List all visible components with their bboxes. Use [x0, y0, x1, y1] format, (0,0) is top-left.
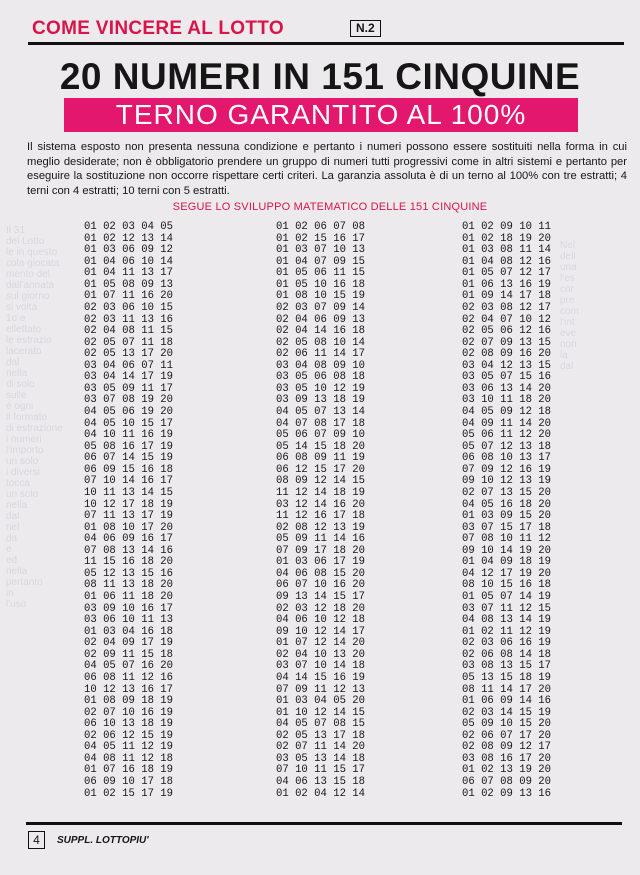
cinquina-row: 01 08 09 18 19: [84, 695, 174, 708]
footer-rule: [26, 822, 622, 825]
cinquina-row: 01 07 11 16 20: [84, 290, 174, 303]
cinquina-row: 03 05 07 15 16: [462, 371, 552, 384]
cinquina-row: 04 05 07 13 14: [276, 406, 366, 418]
cinquina-row: 01 04 06 10 14: [84, 255, 174, 268]
cinquina-row: 02 08 09 12 17: [462, 741, 552, 754]
cinquina-row: 02 07 13 15 20: [462, 486, 552, 499]
cinquina-row: 04 09 11 14 20: [462, 417, 552, 430]
cinquina-row: 04 06 10 12 18: [276, 614, 366, 627]
cinquina-row: 04 05 10 15 17: [84, 417, 174, 430]
cinquina-row: 02 05 07 11 18: [84, 336, 174, 349]
cinquina-row: 01 06 11 18 20: [84, 591, 174, 603]
cinquina-row: 06 09 10 17 18: [84, 776, 174, 788]
cinquina-row: 03 10 11 18 20: [462, 394, 552, 407]
cinquine-column-1: [84, 222, 173, 800]
cinquina-row: 04 10 11 16 19: [84, 429, 174, 442]
cinquina-row: 01 08 10 15 19: [276, 290, 366, 303]
bleed-through-left: Il 31 del Lotto le in questo cola giocata mento del dall'annata sul giorno si volta 1o e ellettato le estrazio lacerato dal nella di solo sulle è ogni il formato di estrazione i numeri l'importo un solo i diversi tocca un solo nella dal nel da e ed nella pertanto in l'uso: [6, 225, 63, 610]
cinquina-row: 06 08 09 11 19: [276, 452, 366, 465]
cinquina-row: 02 04 08 11 15: [84, 325, 174, 338]
cinquina-row: 06 08 11 12 16: [84, 671, 174, 684]
cinquina-row: 02 09 11 15 18: [84, 648, 174, 661]
cinquina-row: 01 02 12 13 14: [84, 232, 174, 245]
cinquina-row: 01 04 11 13 17: [84, 267, 174, 280]
cinquina-row: 06 07 10 16 20: [276, 579, 366, 592]
cinquina-row: 08 11 14 17 20: [462, 683, 552, 696]
cinquina-row: 01 09 14 17 18: [462, 290, 552, 303]
cinquina-row: 05 06 07 09 10: [276, 429, 366, 442]
cinquina-row: 01 08 10 17 20: [84, 521, 174, 534]
cinquina-row: 02 04 09 17 19: [84, 637, 174, 650]
cinquina-row: 11 12 16 17 18: [276, 510, 366, 523]
cinquina-row: 01 03 06 09 12: [84, 244, 174, 257]
cinquina-row: 11 15 16 18 20: [84, 556, 174, 569]
cinquina-row: 10 12 17 18 19: [84, 498, 174, 511]
cinquina-row: 02 08 12 13 19: [276, 521, 366, 534]
cinquina-row: 03 08 13 15 17: [462, 660, 552, 673]
cinquina-row: 10 11 13 14 15: [84, 486, 174, 499]
cinquina-row: 02 03 12 18 20: [276, 602, 366, 615]
cinquina-row: 02 05 06 12 16: [462, 325, 552, 338]
cinquina-row: 07 09 17 18 20: [276, 544, 366, 557]
cinquina-row: 04 08 13 14 19: [462, 614, 552, 627]
cinquina-row: 02 05 08 10 14: [276, 336, 366, 349]
cinquina-row: 02 06 07 17 20: [462, 729, 552, 742]
cinquina-row: 01 02 11 12 19: [462, 625, 552, 638]
cinquina-row: 03 05 13 14 18: [276, 752, 366, 765]
cinquina-row: 04 12 17 19 20: [462, 567, 552, 580]
cinquina-row: 01 02 18 19 20: [462, 232, 552, 245]
cinquina-row: 03 05 06 08 18: [276, 371, 366, 384]
cinquina-row: 06 09 15 16 18: [84, 463, 174, 476]
cinquina-row: 01 05 07 14 19: [462, 591, 552, 603]
cinquina-row: 09 10 12 14 17: [276, 625, 366, 638]
cinquina-row: 05 06 11 12 20: [462, 429, 552, 442]
cinquina-row: 03 08 16 17 20: [462, 752, 552, 765]
guarantee-banner: TERNO GARANTITO AL 100%: [64, 98, 578, 132]
cinquina-row: 04 08 11 12 18: [84, 752, 174, 765]
cinquina-row: 02 04 07 10 12: [462, 313, 552, 326]
header-title: COME VINCERE AL LOTTO: [32, 18, 284, 39]
cinquina-row: 05 12 13 15 16: [84, 567, 174, 580]
cinquina-row: 08 11 13 18 20: [84, 579, 174, 592]
bleed-through-right: Nel dell una l'es cor pre com l'int eve non la dal: [560, 240, 579, 372]
sub-heading: SEGUE LO SVILUPPO MATEMATICO DELLE 151 CINQUINE: [172, 201, 488, 213]
cinquina-row: 06 12 15 17 20: [276, 463, 366, 476]
cinquina-row: 01 04 08 12 16: [462, 255, 552, 268]
page-number: 4: [28, 831, 45, 849]
cinquina-row: 04 05 07 08 15: [276, 718, 366, 731]
cinquina-row: 01 07 16 18 19: [84, 764, 174, 777]
cinquina-row: 08 10 15 16 18: [462, 579, 552, 592]
cinquina-row: 02 03 07 09 14: [276, 301, 366, 314]
cinquina-row: 05 14 15 18 20: [276, 440, 366, 453]
cinquina-row: 01 02 06 07 08: [276, 221, 366, 233]
cinquina-row: 02 03 08 12 17: [462, 301, 552, 314]
cinquina-row: 08 09 12 14 15: [276, 475, 366, 488]
cinquina-row: 04 05 16 18 20: [462, 498, 552, 511]
cinquina-row: 02 03 06 10 15: [84, 301, 174, 314]
cinquina-row: 01 03 06 17 19: [276, 556, 366, 569]
cinquina-row: 04 05 07 16 20: [84, 660, 174, 673]
cinquina-row: 06 08 10 13 17: [462, 452, 552, 465]
cinquina-row: 03 04 12 13 15: [462, 359, 552, 372]
cinquina-row: 03 07 11 12 15: [462, 602, 552, 615]
cinquina-row: 02 03 06 16 19: [462, 637, 552, 650]
page-header: [28, 18, 624, 45]
cinquina-row: 04 14 15 16 19: [276, 671, 366, 684]
cinquina-row: 07 11 13 17 19: [84, 510, 174, 523]
cinquina-row: 02 04 14 16 18: [276, 325, 366, 338]
cinquina-row: 04 06 09 16 17: [84, 533, 174, 546]
cinquina-row: 02 06 08 14 18: [462, 648, 552, 661]
cinquina-row: 02 07 10 16 19: [84, 706, 174, 719]
cinquina-row: 03 04 14 17 19: [84, 371, 174, 384]
cinquina-row: 01 05 06 11 15: [276, 267, 366, 280]
cinquina-row: 07 08 10 11 12: [462, 533, 552, 546]
cinquina-row: 01 10 12 14 15: [276, 706, 366, 719]
cinquina-row: 03 12 14 16 20: [276, 498, 366, 511]
cinquina-row: 06 07 14 15 19: [84, 452, 174, 465]
cinquina-row: 03 07 10 14 18: [276, 660, 366, 673]
cinquina-row: 02 05 13 17 18: [276, 729, 366, 742]
intro-paragraph: Il sistema esposto non presenta nessuna condizione e pertanto i numeri possono essere sostituiti nella forma in cui meglio desiderate; non è obbligatorio prendere un gruppo di numeri tutti progressivi come in altri sistemi e pertanto per eseguire la sostituzione non occorre rispettare certi criteri. La garanzia assoluta è di un terno al 100% con tre estratti; 4 terni con 4 estratti; 10 terni con 5 estratti.: [27, 141, 627, 197]
cinquina-row: 09 10 12 13 19: [462, 475, 552, 488]
cinquina-row: 07 10 11 15 17: [276, 764, 366, 777]
cinquina-row: 02 04 10 13 20: [276, 648, 366, 661]
cinquina-row: 04 05 11 12 19: [84, 741, 174, 754]
cinquina-row: 01 02 03 04 05: [84, 221, 174, 233]
cinquina-row: 01 02 09 10 11: [462, 221, 552, 233]
cinquina-row: 07 08 13 14 16: [84, 544, 174, 557]
cinquina-row: 02 03 14 15 19: [462, 706, 552, 719]
cinquina-row: 02 03 11 13 16: [84, 313, 174, 326]
cinquine-column-2: [276, 222, 365, 800]
cinquina-row: 05 13 15 18 19: [462, 671, 552, 684]
cinquina-row: 01 07 12 14 20: [276, 637, 366, 650]
cinquina-row: 04 05 09 12 18: [462, 406, 552, 418]
cinquina-row: 05 07 12 13 18: [462, 440, 552, 453]
cinquina-row: 03 05 09 11 17: [84, 382, 174, 395]
cinquina-row: 01 02 13 19 20: [462, 764, 552, 777]
cinquina-row: 01 02 04 12 14: [276, 787, 366, 800]
issue-badge: N.2: [350, 20, 381, 37]
cinquina-row: 01 04 09 18 19: [462, 556, 552, 569]
cinquina-row: 01 06 09 14 16: [462, 695, 552, 708]
cinquina-row: 10 12 13 16 17: [84, 683, 174, 696]
cinquina-row: 09 10 14 19 20: [462, 544, 552, 557]
cinquina-row: 02 04 06 09 13: [276, 313, 366, 326]
cinquina-row: 01 04 07 09 15: [276, 255, 366, 268]
cinquina-row: 04 05 06 19 20: [84, 406, 174, 418]
cinquina-row: 01 05 08 09 13: [84, 278, 174, 291]
cinquina-row: 01 02 15 17 19: [84, 787, 174, 800]
cinquina-row: 01 03 09 15 20: [462, 510, 552, 523]
cinquina-row: 02 06 12 15 19: [84, 729, 174, 742]
cinquina-row: 11 12 14 18 19: [276, 486, 366, 499]
cinquina-row: 02 06 11 14 17: [276, 348, 366, 361]
cinquina-row: 03 07 15 17 18: [462, 521, 552, 534]
cinquina-row: 05 09 11 14 16: [276, 533, 366, 546]
cinquina-row: 01 03 04 05 20: [276, 695, 366, 708]
publication-name: SUPPL. LOTTOPIU': [57, 835, 149, 846]
cinquine-column-3: [462, 222, 551, 800]
cinquina-row: 01 05 07 12 17: [462, 267, 552, 280]
cinquina-row: 03 05 10 12 19: [276, 382, 366, 395]
cinquina-row: 02 07 11 14 20: [276, 741, 366, 754]
cinquina-row: 01 03 07 10 13: [276, 244, 366, 257]
cinquina-row: 02 05 13 17 20: [84, 348, 174, 361]
cinquina-row: 04 07 08 17 18: [276, 417, 366, 430]
cinquina-row: 03 09 10 16 17: [84, 602, 174, 615]
cinquina-row: 01 05 10 16 18: [276, 278, 366, 291]
cinquina-row: 09 13 14 15 17: [276, 591, 366, 603]
cinquina-row: 04 06 13 15 18: [276, 776, 366, 788]
cinquina-row: 03 04 08 09 10: [276, 359, 366, 372]
cinquina-row: 03 04 06 07 11: [84, 359, 174, 372]
cinquina-row: 01 02 15 16 17: [276, 232, 366, 245]
cinquina-row: 06 07 08 09 20: [462, 776, 552, 788]
cinquina-row: 03 09 13 18 19: [276, 394, 366, 407]
cinquina-row: 01 03 04 16 18: [84, 625, 174, 638]
cinquina-row: 04 06 08 15 20: [276, 567, 366, 580]
cinquina-row: 02 07 09 13 15: [462, 336, 552, 349]
cinquina-row: 02 08 09 16 20: [462, 348, 552, 361]
main-title: 20 NUMERI IN 151 CINQUINE: [59, 56, 581, 97]
cinquina-row: 05 09 10 15 20: [462, 718, 552, 731]
cinquina-row: 03 07 08 19 20: [84, 394, 174, 407]
cinquina-row: 01 02 09 13 16: [462, 787, 552, 800]
cinquina-row: 01 03 08 11 14: [462, 244, 552, 257]
cinquina-row: 07 10 14 16 17: [84, 475, 174, 488]
cinquina-row: 07 09 12 16 19: [462, 463, 552, 476]
cinquina-row: 05 08 16 17 19: [84, 440, 174, 453]
cinquina-row: 07 09 11 12 13: [276, 683, 366, 696]
cinquina-row: 03 06 13 14 20: [462, 382, 552, 395]
cinquina-row: 06 10 13 18 19: [84, 718, 174, 731]
cinquina-row: 03 06 10 11 13: [84, 614, 174, 627]
cinquina-row: 01 06 13 16 19: [462, 278, 552, 291]
